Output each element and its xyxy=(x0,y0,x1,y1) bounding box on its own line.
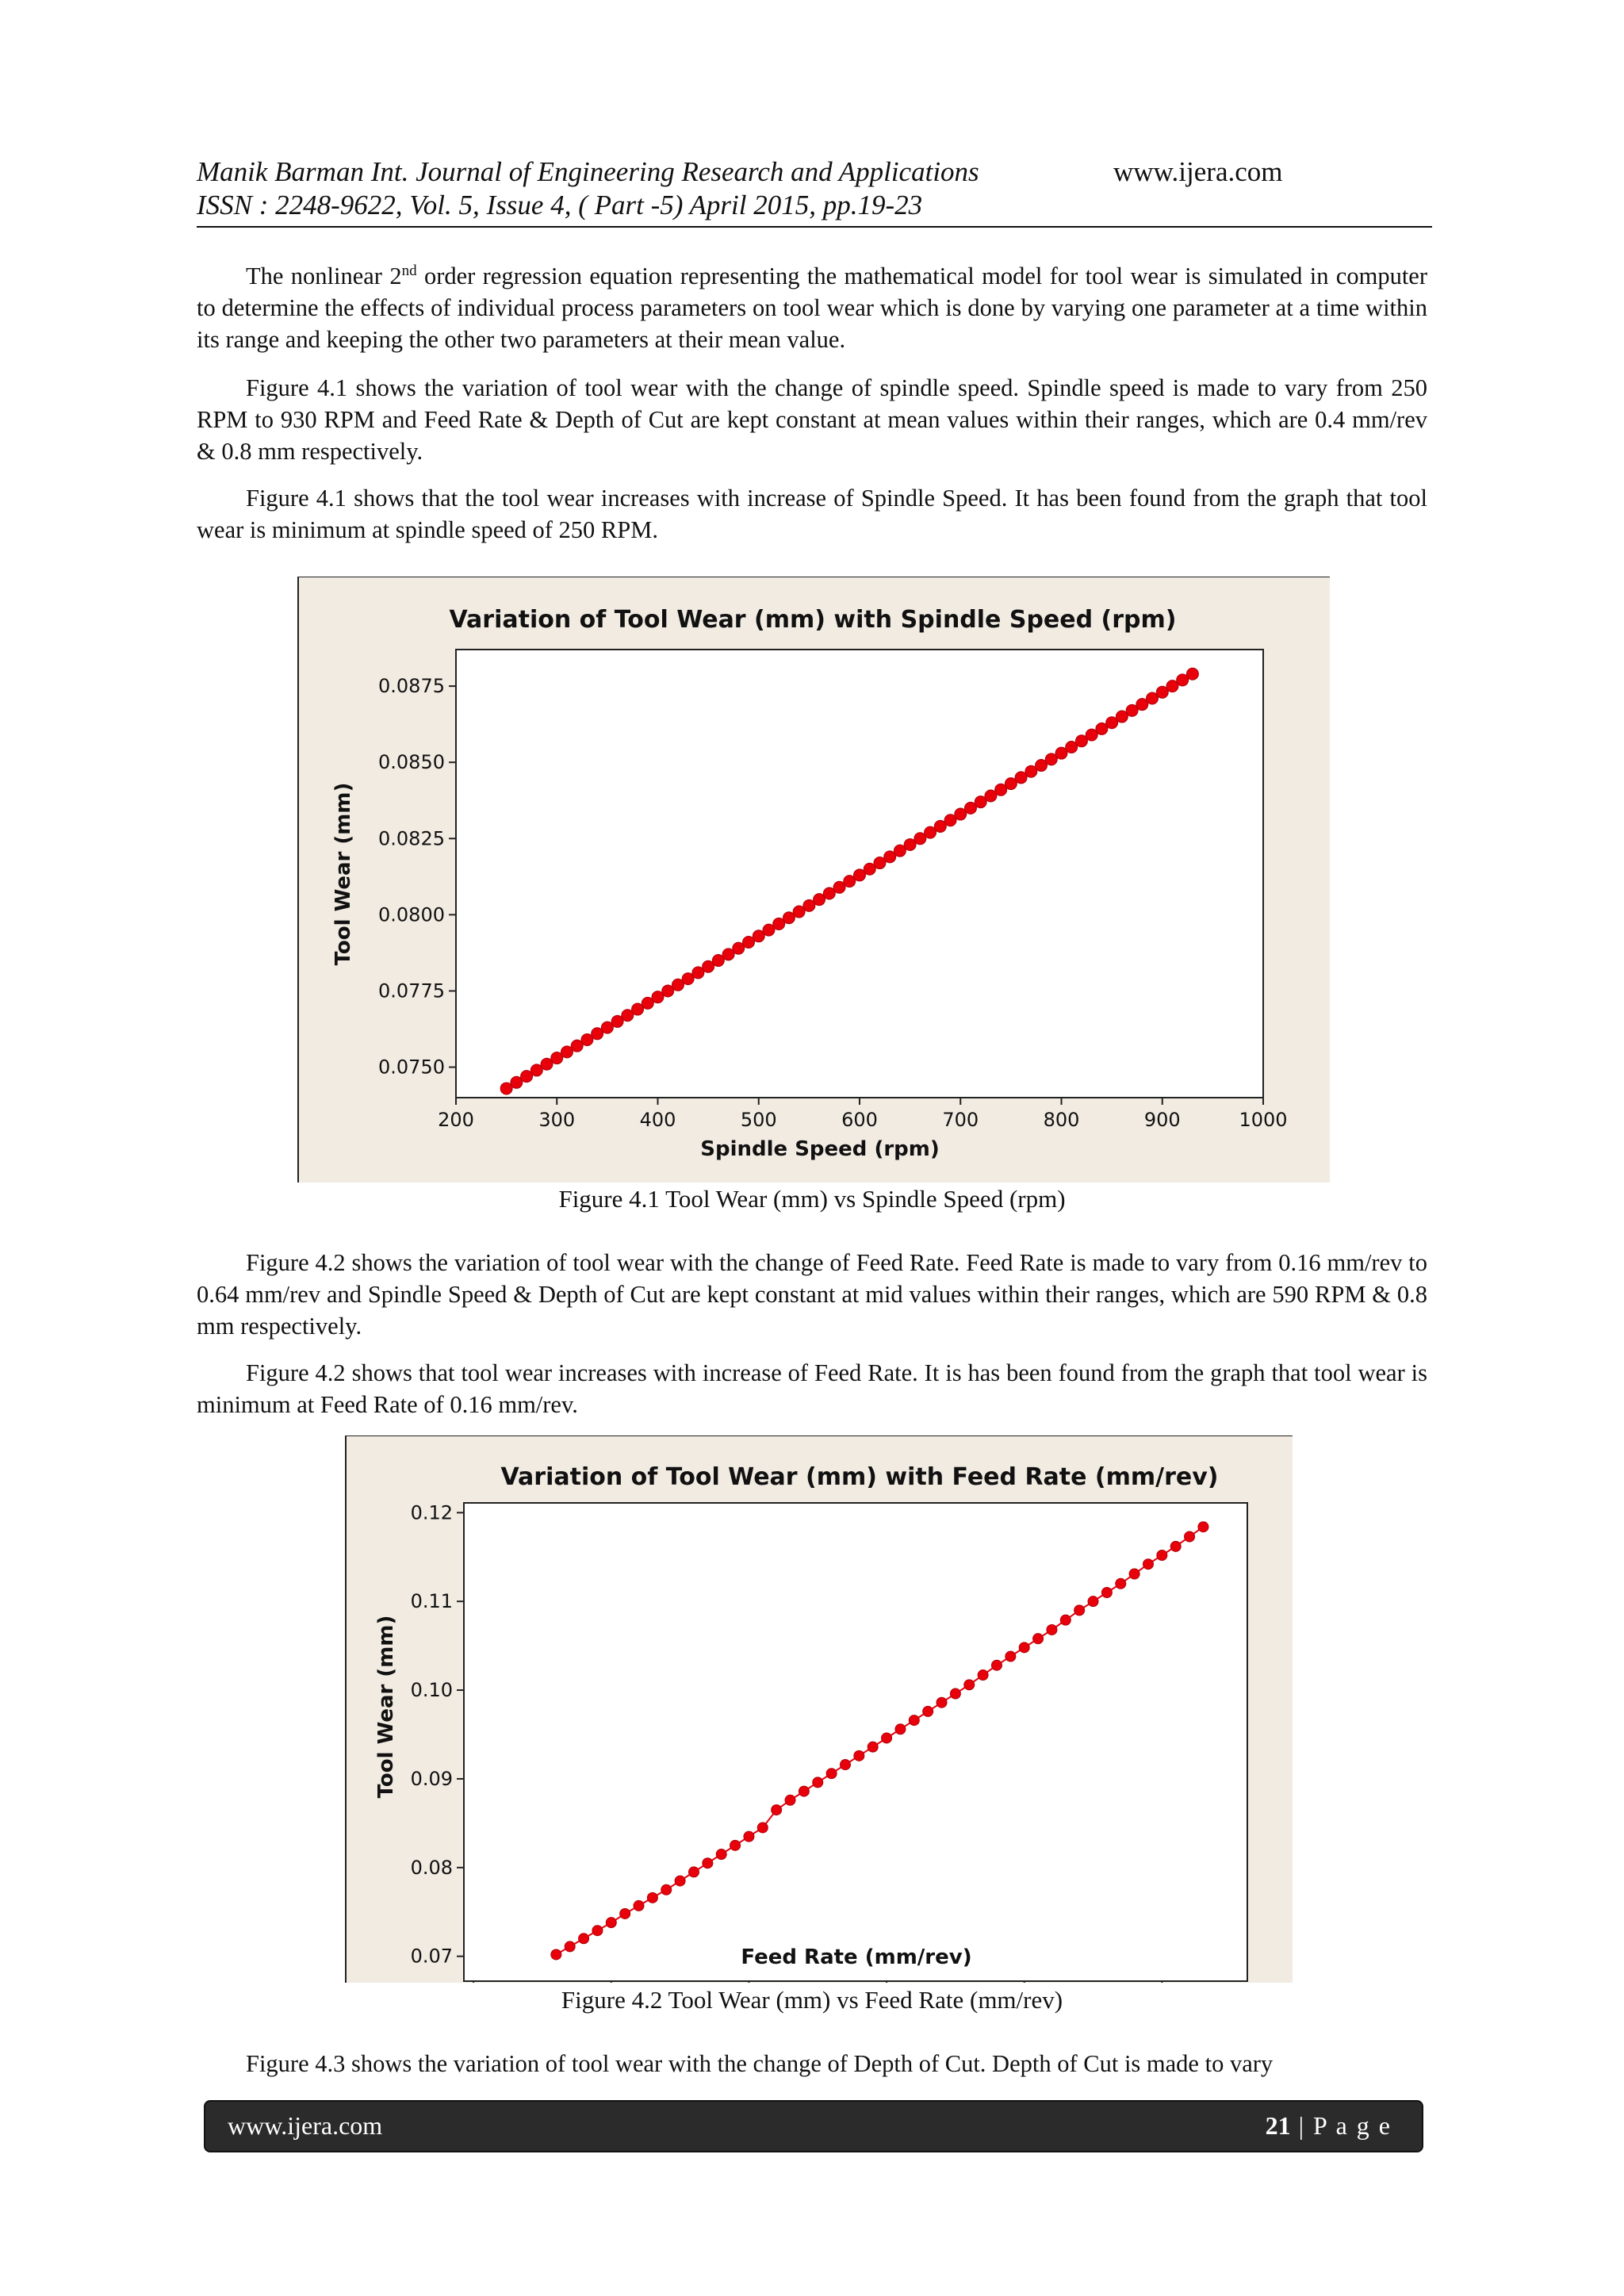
data-point xyxy=(592,1926,603,1936)
data-point xyxy=(1143,1559,1153,1570)
data-point xyxy=(936,1697,947,1708)
data-point xyxy=(1047,1624,1057,1635)
paragraph-fig1-result: Figure 4.1 shows that the tool wear increases with increase of Spindle Speed. It has been found from the graph that tool wear is minimum at spindle speed of 250 RPM. xyxy=(197,485,1427,543)
data-point xyxy=(565,1941,575,1952)
figure-4-1-chart xyxy=(297,577,1330,1182)
data-point xyxy=(799,1786,809,1796)
data-point xyxy=(1033,1634,1044,1644)
data-point xyxy=(1019,1642,1029,1653)
y-tick-label: 0.0875 xyxy=(378,675,445,698)
data-point xyxy=(1060,1615,1071,1625)
figure-4-2-chart xyxy=(345,1435,1293,1983)
paragraph-fig1-description: Figure 4.1 shows the variation of tool wear with the change of spindle speed. Spindle speed is made to vary from 250 RPM to 930 RPM and Feed Rate & Depth of Cut are kept constant at mean values within their ranges, which are 0.4 mm/rev & 0.8 mm respectively. xyxy=(197,374,1427,465)
data-point xyxy=(703,1858,713,1869)
y-tick-label: 0.0775 xyxy=(378,979,445,1002)
chart-title: Variation of Tool Wear (mm) with Spindle Speed (rpm) xyxy=(449,606,1177,634)
y-tick-label: 0.0750 xyxy=(378,1056,445,1079)
figure-4-2-caption: Figure 4.2 Tool Wear (mm) vs Feed Rate (mm/rev) xyxy=(561,1986,1063,2014)
data-point xyxy=(978,1670,988,1681)
issn-line: ISSN : 2248-9622, Vol. 5, Issue 4, ( Part -5) April 2015, pp.19-23 xyxy=(197,190,923,220)
y-axis-label: Tool Wear (mm) xyxy=(331,782,355,966)
x-tick-label: 800 xyxy=(1043,1109,1080,1131)
data-point xyxy=(826,1769,837,1779)
x-tick-label: 900 xyxy=(1143,1109,1181,1131)
data-point xyxy=(950,1688,960,1699)
data-point xyxy=(840,1760,850,1770)
y-axis-label: Tool Wear (mm) xyxy=(374,1615,398,1799)
paragraph-fig2-result: Figure 4.2 shows that tool wear increases with increase of Feed Rate. It is has been found from the graph that tool wear is minimum at Feed Rate of 0.16 mm/rev. xyxy=(197,1359,1427,1418)
paragraph-fig3-description: Figure 4.3 shows the variation of tool wear with the change of Depth of Cut. Depth of Cut is made to vary xyxy=(246,2050,1274,2077)
data-point xyxy=(813,1777,823,1788)
y-tick-label: 0.10 xyxy=(410,1679,453,1702)
data-point xyxy=(1170,1541,1181,1551)
data-point xyxy=(854,1750,864,1761)
data-point xyxy=(688,1867,699,1877)
data-point xyxy=(661,1884,672,1895)
figure-4-1-caption: Figure 4.1 Tool Wear (mm) vs Spindle Speed (rpm) xyxy=(558,1185,1066,1213)
paragraph-intro: The nonlinear 2nd order regression equation representing the mathematical model for tool wear is simulated in computer to determine the effects of individual process parameters on tool wear which is done by varying one parameter at a time within its range and keeping the other two parameters at their mean value. xyxy=(197,262,1427,353)
data-point xyxy=(551,1949,561,1960)
data-point xyxy=(1129,1569,1139,1579)
data-point xyxy=(716,1849,726,1860)
data-point xyxy=(1088,1596,1098,1607)
header-website: www.ijera.com xyxy=(1113,156,1283,187)
y-tick-label: 0.09 xyxy=(410,1767,453,1790)
data-point xyxy=(744,1831,754,1842)
x-tick-label: 200 xyxy=(438,1109,474,1131)
data-point xyxy=(895,1724,906,1734)
data-point xyxy=(1005,1651,1016,1662)
x-tick-label: 400 xyxy=(639,1109,676,1131)
data-point xyxy=(1157,1550,1167,1561)
data-point xyxy=(909,1715,919,1726)
data-point xyxy=(1185,1531,1195,1542)
data-point xyxy=(923,1706,933,1716)
spindle-speed-scatter-plot xyxy=(297,577,1330,1182)
y-tick-label: 0.0800 xyxy=(378,903,445,926)
chart-title: Variation of Tool Wear (mm) with Feed Rate (mm/rev) xyxy=(500,1463,1219,1491)
data-point xyxy=(1116,1578,1126,1589)
data-point xyxy=(785,1795,795,1805)
x-tick-label: 600 xyxy=(841,1109,878,1131)
data-point xyxy=(882,1733,892,1743)
data-point xyxy=(620,1908,630,1918)
feed-rate-scatter-plot xyxy=(345,1435,1293,1983)
x-tick-label: 1000 xyxy=(1239,1109,1288,1131)
x-tick-label: 300 xyxy=(538,1109,576,1131)
y-tick-label: 0.12 xyxy=(410,1501,453,1524)
y-tick-label: 0.08 xyxy=(410,1856,453,1879)
data-point xyxy=(1186,668,1198,680)
data-point xyxy=(757,1823,768,1833)
x-tick-label: 700 xyxy=(942,1109,979,1131)
x-axis-label: Feed Rate (mm/rev) xyxy=(741,1945,972,1969)
data-point xyxy=(634,1900,644,1911)
data-point xyxy=(647,1892,657,1903)
journal-header: Manik Barman Int. Journal of Engineering Research and Applications xyxy=(197,156,979,187)
header-rule xyxy=(197,226,1432,228)
page-footer xyxy=(204,2100,1423,2152)
paragraph-fig2-description: Figure 4.2 shows the variation of tool wear with the change of Feed Rate. Feed Rate is made to vary from 0.16 mm/rev to 0.64 mm/rev and Spindle Speed & Depth of Cut are kept constant at mid values within their ranges, which are 590 RPM & 0.8 mm respectively. xyxy=(197,1249,1427,1340)
x-axis-label: Spindle Speed (rpm) xyxy=(700,1137,940,1161)
data-point xyxy=(606,1918,616,1928)
y-tick-label: 0.0850 xyxy=(378,751,445,774)
data-point xyxy=(1101,1587,1112,1597)
data-point xyxy=(730,1840,741,1850)
data-point xyxy=(868,1742,878,1752)
y-tick-label: 0.07 xyxy=(410,1945,453,1968)
data-point xyxy=(772,1805,782,1815)
y-tick-label: 0.0825 xyxy=(378,827,445,850)
data-point xyxy=(1074,1605,1085,1616)
data-point xyxy=(1198,1522,1208,1532)
data-point xyxy=(964,1680,975,1690)
data-point xyxy=(579,1934,589,1944)
x-tick-label: 500 xyxy=(740,1109,777,1131)
y-tick-label: 0.11 xyxy=(410,1590,453,1613)
data-point xyxy=(991,1660,1002,1670)
footer-website: www.ijera.com xyxy=(228,2111,383,2140)
data-point xyxy=(675,1876,685,1886)
page-number: 21 | P a g e xyxy=(1265,2111,1392,2140)
